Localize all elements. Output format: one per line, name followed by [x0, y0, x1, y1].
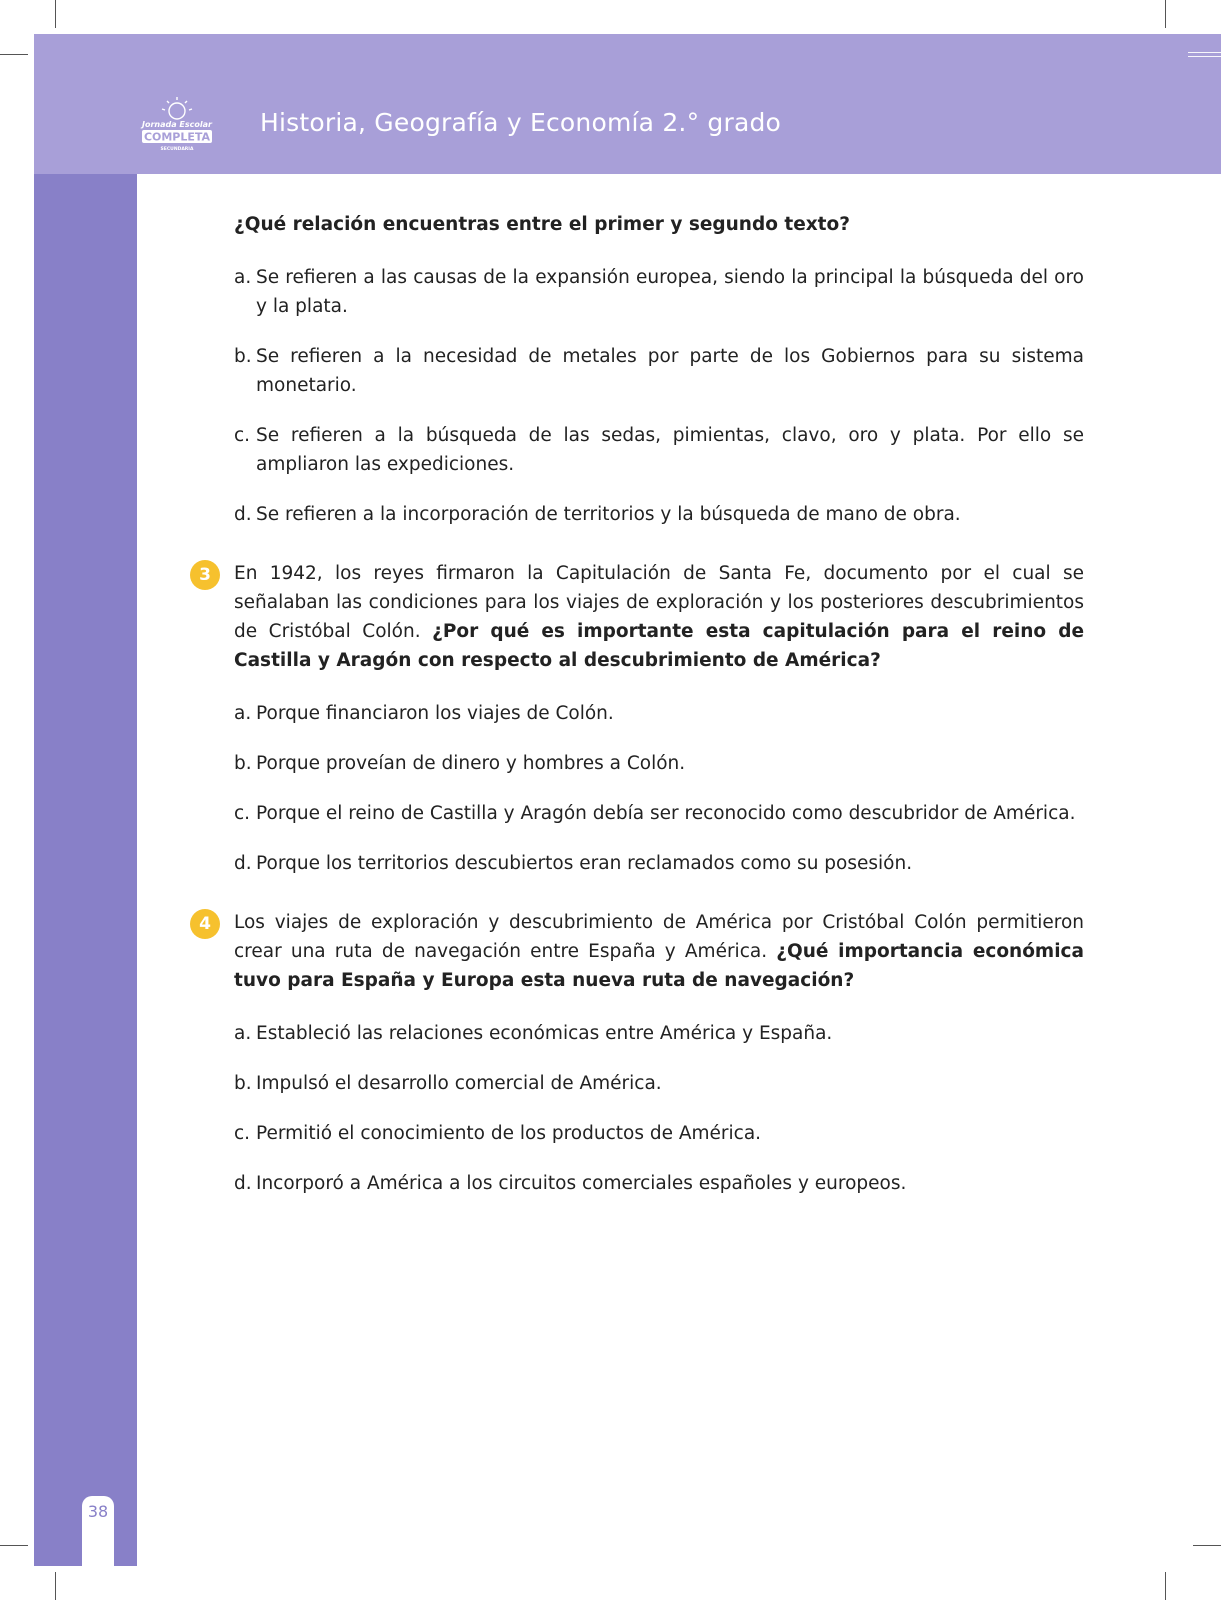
crop-mark	[0, 1545, 28, 1546]
option-text: Se refieren a la búsqueda de las sedas, pimientas, clavo, oro y plata. Por ello se ampliaron las expediciones.	[256, 425, 1084, 475]
option-text: Se refieren a la incorporación de territorios y la búsqueda de mano de obra.	[256, 504, 961, 525]
crop-mark	[55, 1572, 56, 1600]
header-band	[34, 34, 1221, 174]
jornada-escolar-logo	[138, 94, 216, 154]
option-text: Impulsó el desarrollo comercial de América.	[256, 1073, 662, 1094]
option-letter: a.	[234, 703, 252, 724]
answer-options	[234, 263, 1084, 529]
option-text: Se refieren a la necesidad de metales por parte de los Gobiernos para su sistema monetario.	[256, 346, 1084, 396]
option-text: Estableció las relaciones económicas entre América y España.	[256, 1023, 833, 1044]
option-letter: b.	[234, 1073, 252, 1094]
page-header-title: Historia, Geografía y Economía 2.° grado	[260, 108, 782, 137]
answer-options	[234, 1019, 1084, 1198]
logo-line-3: SECUNDARIA	[160, 147, 194, 152]
left-sidebar	[34, 174, 137, 1566]
question-text: ¿Qué importancia económica tuvo para España y Europa esta nueva ruta de navegación?	[234, 941, 1084, 991]
answer-option-b	[234, 342, 1084, 400]
question-intro: En 1942, los reyes firmaron la Capitulación de Santa Fe, documento por el cual se señalaban las condiciones para los viajes de exploración y los posteriores descubrimientos de Cristóbal Colón.	[234, 563, 1084, 642]
crop-mark	[1165, 1572, 1166, 1600]
option-text: Porque proveían de dinero y hombres a Colón.	[256, 753, 686, 774]
header-rule	[1188, 56, 1221, 57]
option-text: Porque el reino de Castilla y Aragón debía ser reconocido como descubridor de América.	[256, 803, 1076, 824]
option-text: Porque los territorios descubiertos eran reclamados como su posesión.	[256, 853, 913, 874]
answer-option-c	[234, 799, 1084, 828]
option-text: Porque financiaron los viajes de Colón.	[256, 703, 614, 724]
answer-option-b	[234, 1069, 1084, 1098]
crop-mark	[0, 54, 28, 55]
answer-option-c	[234, 1119, 1084, 1148]
answer-option-d	[234, 1169, 1084, 1198]
logo-line-2: COMPLETA	[143, 130, 211, 144]
option-letter: c.	[234, 425, 251, 446]
option-letter: d.	[234, 853, 252, 874]
answer-option-a	[234, 699, 1084, 728]
answer-option-c	[234, 421, 1084, 479]
question-intro: Los viajes de exploración y descubrimiento de América por Cristóbal Colón permitieron crear una ruta de navegación entre España y América.	[234, 912, 1084, 962]
question-prompt	[234, 559, 1084, 675]
option-text: Se refieren a las causas de la expansión europea, siendo la principal la búsqueda del oro y la plata.	[256, 267, 1084, 317]
logo-line-1: Jornada Escolar	[142, 120, 212, 129]
question-number-badge: 3	[190, 560, 220, 590]
answer-options	[234, 699, 1084, 878]
option-text: Permitió el conocimiento de los productos de América.	[256, 1123, 762, 1144]
crop-mark	[1165, 0, 1166, 28]
page-number: 38	[87, 1502, 109, 1521]
option-letter: d.	[234, 504, 252, 525]
option-letter: c.	[234, 803, 251, 824]
answer-option-d	[234, 500, 1084, 529]
crop-mark	[55, 0, 56, 28]
option-letter: b.	[234, 346, 252, 367]
option-letter: d.	[234, 1173, 252, 1194]
question-text: ¿Por qué es importante esta capitulación para el reino de Castilla y Aragón con respecto al descubrimiento de América?	[234, 621, 1084, 671]
option-text: Incorporó a América a los circuitos comerciales españoles y europeos.	[256, 1173, 907, 1194]
question-prompt	[234, 908, 1084, 995]
option-letter: b.	[234, 753, 252, 774]
question-number-badge: 4	[190, 909, 220, 939]
answer-option-d	[234, 849, 1084, 878]
question-text: ¿Qué relación encuentras entre el primer y segundo texto?	[234, 214, 850, 235]
option-letter: c.	[234, 1123, 251, 1144]
question-2	[234, 210, 1084, 529]
option-letter: a.	[234, 267, 252, 288]
answer-option-a	[234, 1019, 1084, 1048]
header-rule	[1188, 52, 1221, 53]
question-4	[199, 908, 1084, 1198]
crop-mark	[1193, 1545, 1221, 1546]
question-3	[199, 559, 1084, 878]
main-content	[199, 210, 1084, 1219]
answer-option-a	[234, 263, 1084, 321]
option-letter: a.	[234, 1023, 252, 1044]
answer-option-b	[234, 749, 1084, 778]
